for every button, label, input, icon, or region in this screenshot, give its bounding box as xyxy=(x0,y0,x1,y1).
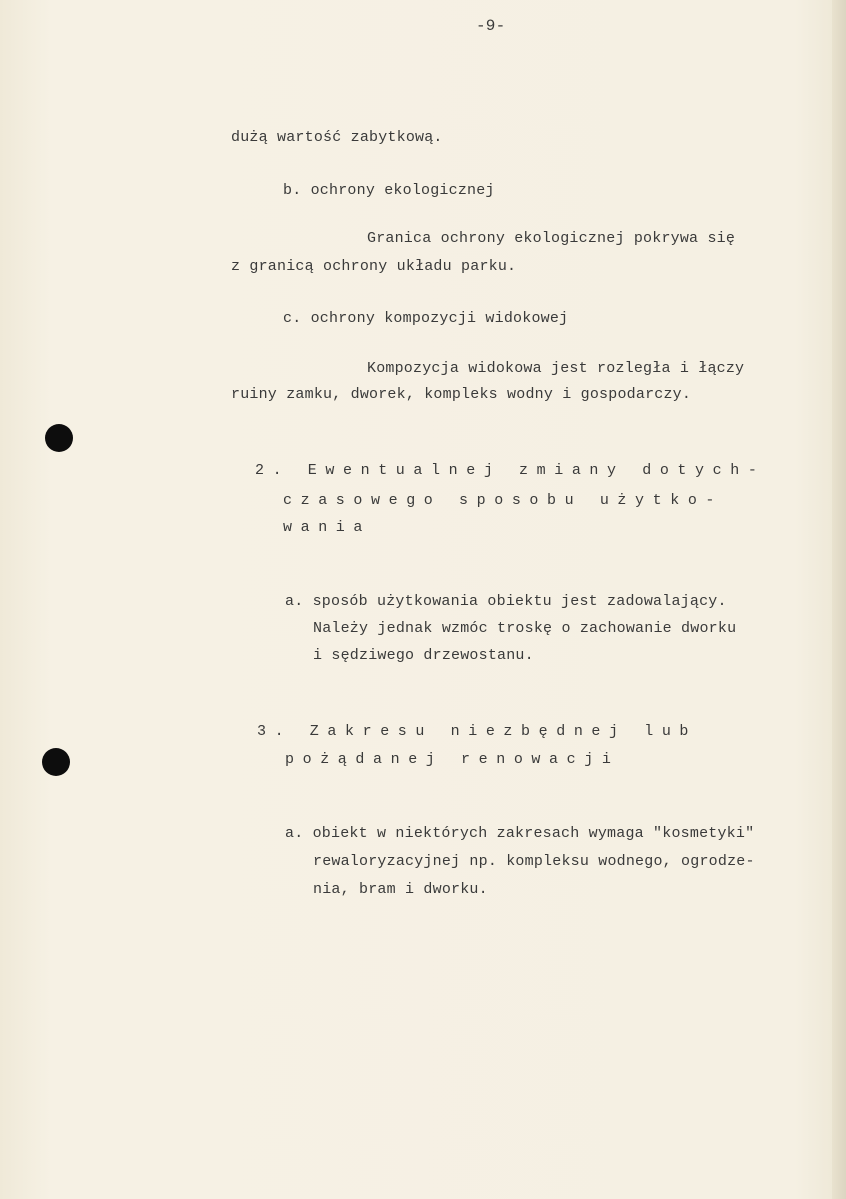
text-line: a. obiekt w niektórych zakresach wymaga "kosmetyki" xyxy=(285,825,755,842)
text-line: c. ochrony kompozycji widokowej xyxy=(283,310,569,327)
text-line: ruiny zamku, dworek, kompleks wodny i gospodarczy. xyxy=(231,386,692,403)
text-line: nia, bram i dworku. xyxy=(313,881,488,898)
text-line: z granicą ochrony układu parku. xyxy=(231,258,517,275)
section-heading: 3. Zakresu niezbędnej lub xyxy=(257,723,698,740)
page-number: -9- xyxy=(476,17,506,35)
punch-hole-bottom xyxy=(42,748,70,776)
text-line: rewaloryzacyjnej np. kompleksu wodnego, ogrodze- xyxy=(313,853,755,870)
text-line: a. sposób użytkowania obiektu jest zadowalający. xyxy=(285,593,727,610)
section-heading: czasowego sposobu użytko- xyxy=(283,492,724,509)
section-heading: pożądanej renowacji xyxy=(285,751,620,768)
text-line: i sędziwego drzewostanu. xyxy=(313,647,534,664)
text-line: Kompozycja widokowa jest rozległa i łączy xyxy=(367,360,745,377)
punch-hole-top xyxy=(45,424,73,452)
section-heading: 2. Ewentualnej zmiany dotych- xyxy=(255,462,766,479)
page-edge xyxy=(832,0,846,1199)
text-line: b. ochrony ekologicznej xyxy=(283,182,495,199)
text-line: Granica ochrony ekologicznej pokrywa się xyxy=(367,230,736,247)
text-line: Należy jednak wzmóc troskę o zachowanie dworku xyxy=(313,620,737,637)
section-heading: wania xyxy=(283,519,372,536)
text-line: dużą wartość zabytkową. xyxy=(231,129,443,146)
